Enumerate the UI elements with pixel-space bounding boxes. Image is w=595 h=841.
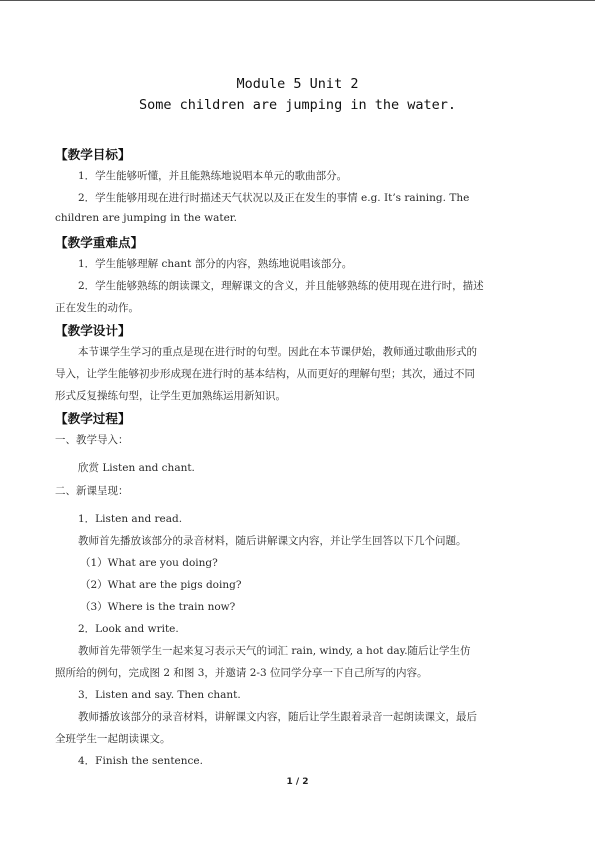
step-2-title: 2．Look and write. bbox=[78, 623, 179, 635]
document-subtitle: Some children are jumping in the water. bbox=[139, 97, 456, 113]
design-line-2: 导入，让学生能够初步形成现在进行时的基本结构，从而更好的理解句型；其次，通过不同 bbox=[55, 368, 475, 380]
step-2-line-2: 照所给的例句，完成图 2 和图 3，并邀请 2-3 位同学分享一下自己所写的内容。 bbox=[55, 667, 428, 679]
section-heading-design: 【教学设计】 bbox=[55, 323, 131, 338]
step-1-title: 1．Listen and read. bbox=[78, 513, 183, 525]
process-part-1-title: 一、教学导入： bbox=[55, 434, 129, 446]
design-line-3: 形式反复操练句型，让学生更加熟练运用新知识。 bbox=[55, 390, 286, 402]
question-3: （3）Where is the train now? bbox=[80, 601, 236, 613]
process-part-1-text: 欣赏 Listen and chant. bbox=[78, 462, 195, 474]
section-heading-key-points: 【教学重难点】 bbox=[55, 235, 144, 250]
key-point-item-2-line-1: 2．学生能够熟练的朗读课文，理解课文的含义，并且能够熟练的使用现在进行时，描述 bbox=[78, 280, 484, 292]
step-3-line-1: 教师播放该部分的录音材料，讲解课文内容，随后让学生跟着录音一起朗读课文，最后 bbox=[78, 711, 477, 723]
section-heading-objectives: 【教学目标】 bbox=[55, 147, 131, 162]
top-border-line bbox=[0, 0, 595, 1]
step-4-title: 4．Finish the sentence. bbox=[78, 755, 203, 767]
step-3-title: 3．Listen and say. Then chant. bbox=[78, 689, 241, 701]
key-point-item-2-line-2: 正在发生的动作。 bbox=[55, 302, 139, 314]
objective-item-2-line-2: children are jumping in the water. bbox=[55, 212, 237, 224]
question-2: （2）What are the pigs doing? bbox=[80, 579, 242, 591]
key-point-item-1: 1．学生能够理解 chant 部分的内容，熟练地说唱该部分。 bbox=[78, 258, 353, 270]
page-indicator: 1 / 2 bbox=[286, 777, 309, 787]
objective-item-1: 1．学生能够听懂，并且能熟练地说唱本单元的歌曲部分。 bbox=[78, 170, 348, 182]
objective-item-2-line-1: 2．学生能够用现在进行时描述天气状况以及正在发生的事情 e.g. It’s raining. The bbox=[78, 192, 470, 204]
document-title: Module 5 Unit 2 bbox=[236, 76, 359, 92]
step-3-line-2: 全班学生一起朗读课文。 bbox=[55, 733, 171, 745]
step-2-line-1: 教师首先带领学生一起来复习表示天气的词汇 rain, windy, a hot day.随后让学生仿 bbox=[78, 645, 471, 657]
section-heading-process: 【教学过程】 bbox=[55, 411, 131, 426]
design-line-1: 本节课学生学习的重点是现在进行时的句型。因此在本节课伊始，教师通过歌曲形式的 bbox=[78, 346, 477, 358]
step-1-text: 教师首先播放该部分的录音材料，随后讲解课文内容，并让学生回答以下几个问题。 bbox=[78, 535, 467, 547]
question-1: （1）What are you doing? bbox=[80, 557, 218, 569]
process-part-2-title: 二、新课呈现： bbox=[55, 485, 129, 497]
